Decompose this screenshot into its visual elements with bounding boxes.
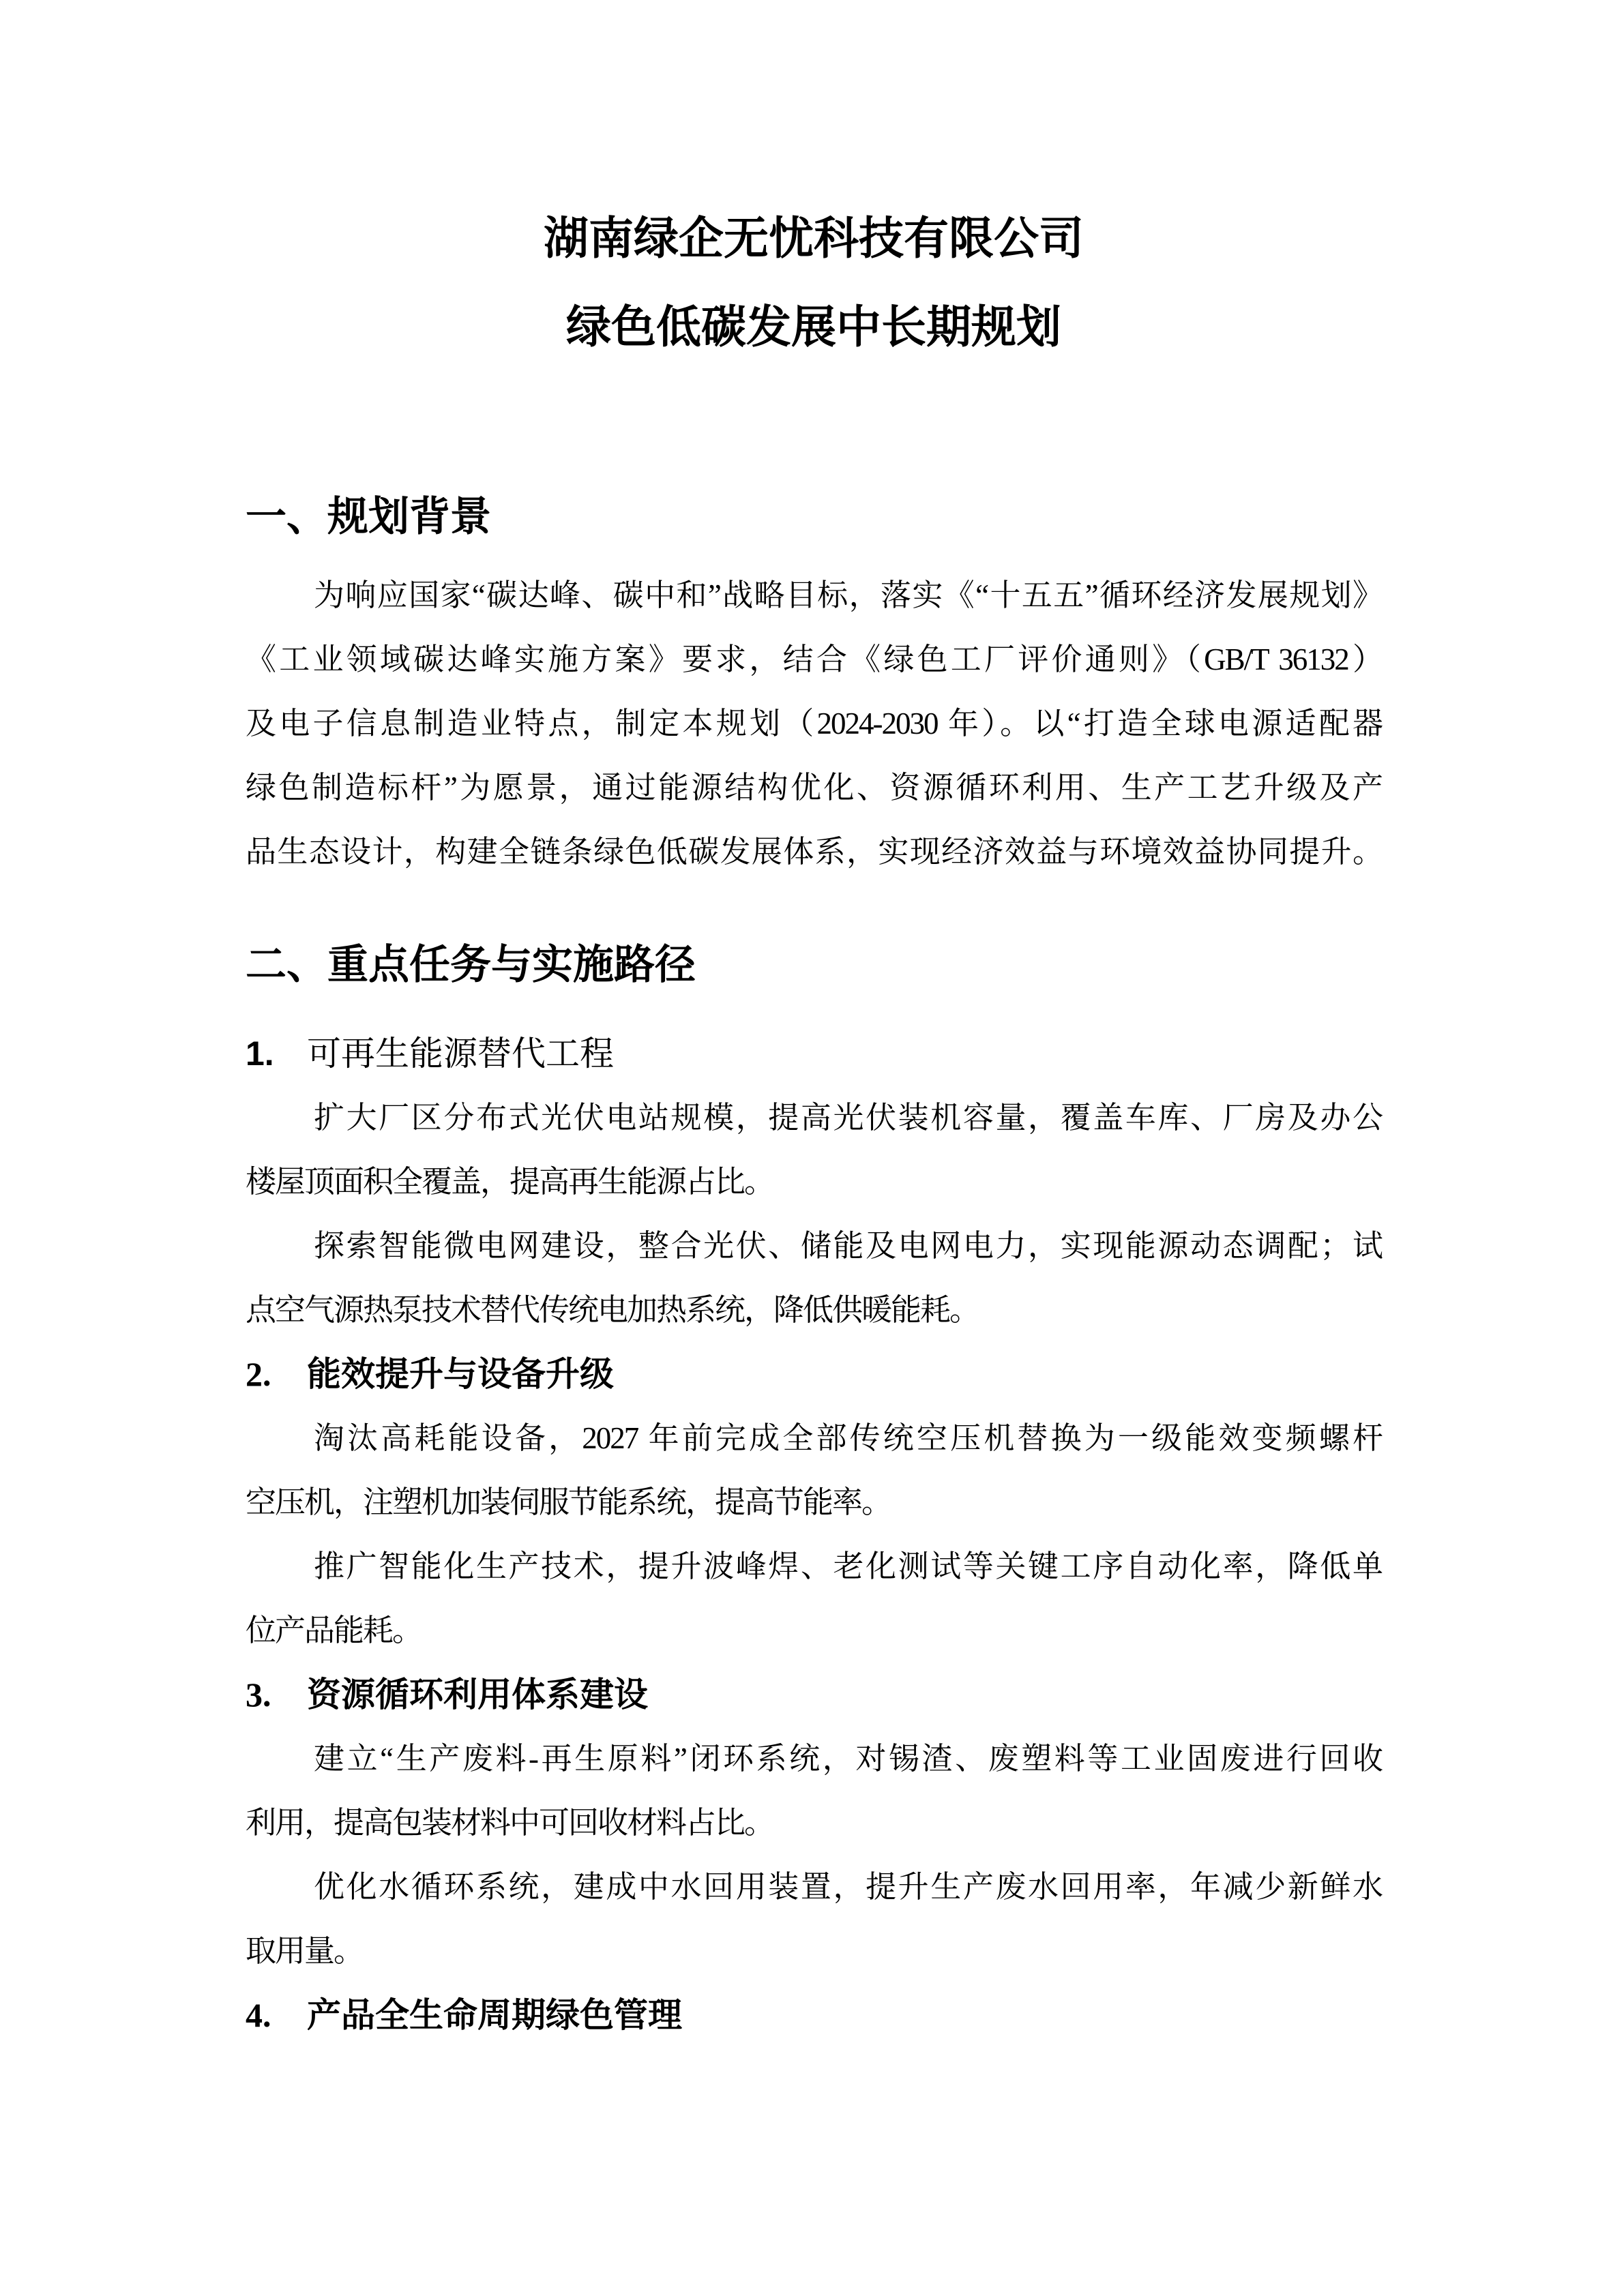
paragraph-line: 探索智能微电网建设，整合光伏、储能及电网电力，实现能源动态调配；试: [314, 1229, 1382, 1263]
subsection-title: 能效提升与设备升级: [307, 1355, 614, 1393]
paragraph-line: 楼屋顶面积全覆盖，提高再生能源占比。: [246, 1165, 774, 1199]
document-title-line-2: 绿色低碳发展中长期规划: [566, 303, 1061, 353]
section-heading-1: 一、规划背景: [246, 494, 491, 539]
paragraph-line: 扩大厂区分布式光伏电站规模，提高光伏装机容量，覆盖车库、厂房及办公: [314, 1101, 1382, 1135]
paragraph-line: 利用，提高包装材料中可回收材料占比。: [246, 1806, 774, 1840]
subsection-heading-1: [246, 1022, 1382, 1086]
section-heading-2: 二、重点任务与实施路径: [246, 942, 696, 987]
document-title-line-1: 湖南绿企无忧科技有限公司: [544, 214, 1084, 264]
paragraph: [246, 1086, 1382, 1214]
subsection-heading-4: [246, 1983, 1382, 2047]
paragraph: [246, 1855, 1382, 1983]
subsection-heading-3: [246, 1663, 1382, 1727]
paragraph: [246, 1406, 1382, 1534]
subsection-title: 产品全生命周期绿色管理: [307, 1996, 682, 2034]
paragraph: [246, 1214, 1382, 1342]
paragraph-line: 为响应国家“碳达峰、碳中和”战略目标，落实《“十五五”循环经济发展规划》: [314, 578, 1382, 612]
paragraph-line: 《工业领域碳达峰实施方案》要求，结合《绿色工厂评价通则》（GB/T 36132）: [246, 642, 1382, 676]
paragraph-line: 品生态设计，构建全链条绿色低碳发展体系，实现经济效益与环境效益协同提升。: [246, 835, 1382, 869]
paragraph: [246, 563, 1382, 884]
paragraph-line: 位产品能耗。: [246, 1613, 422, 1648]
paragraph: [246, 1727, 1382, 1855]
subsection-title: 可再生能源替代工程: [307, 1034, 614, 1073]
paragraph-line: 建立“生产废料-再生原料”闭环系统，对锡渣、废塑料等工业固废进行回收: [314, 1742, 1382, 1776]
paragraph-line: 推广智能化生产技术，提升波峰焊、老化测试等关键工序自动化率，降低单: [314, 1549, 1382, 1583]
paragraph-line: 空压机，注塑机加装伺服节能系统，提高节能率。: [246, 1485, 891, 1519]
paragraph-line: 取用量。: [246, 1934, 364, 1968]
subsection-heading-2: [246, 1342, 1382, 1406]
subsection-number: 2.: [246, 1355, 271, 1393]
subsection-number: 1.: [246, 1034, 274, 1073]
subsection-number: 4.: [246, 1996, 271, 2034]
paragraph-line: 绿色制造标杆”为愿景，通过能源结构优化、资源循环利用、生产工艺升级及产: [246, 771, 1382, 805]
subsection-number: 3.: [246, 1675, 271, 1714]
subsection-title: 资源循环利用体系建设: [307, 1675, 648, 1714]
paragraph-line: 及电子信息制造业特点，制定本规划（2024-2030 年）。以“打造全球电源适配器: [246, 706, 1382, 741]
paragraph: [246, 1534, 1382, 1663]
paragraph-line: 淘汰高耗能设备，2027 年前完成全部传统空压机替换为一级能效变频螺杆: [314, 1421, 1382, 1455]
paragraph-line: 点空气源热泵技术替代传统电加热系统，降低供暖能耗。: [246, 1293, 979, 1327]
paragraph-line: 优化水循环系统，建成中水回用装置，提升生产废水回用率，年减少新鲜水: [314, 1870, 1382, 1904]
document-title: [246, 0, 1382, 372]
